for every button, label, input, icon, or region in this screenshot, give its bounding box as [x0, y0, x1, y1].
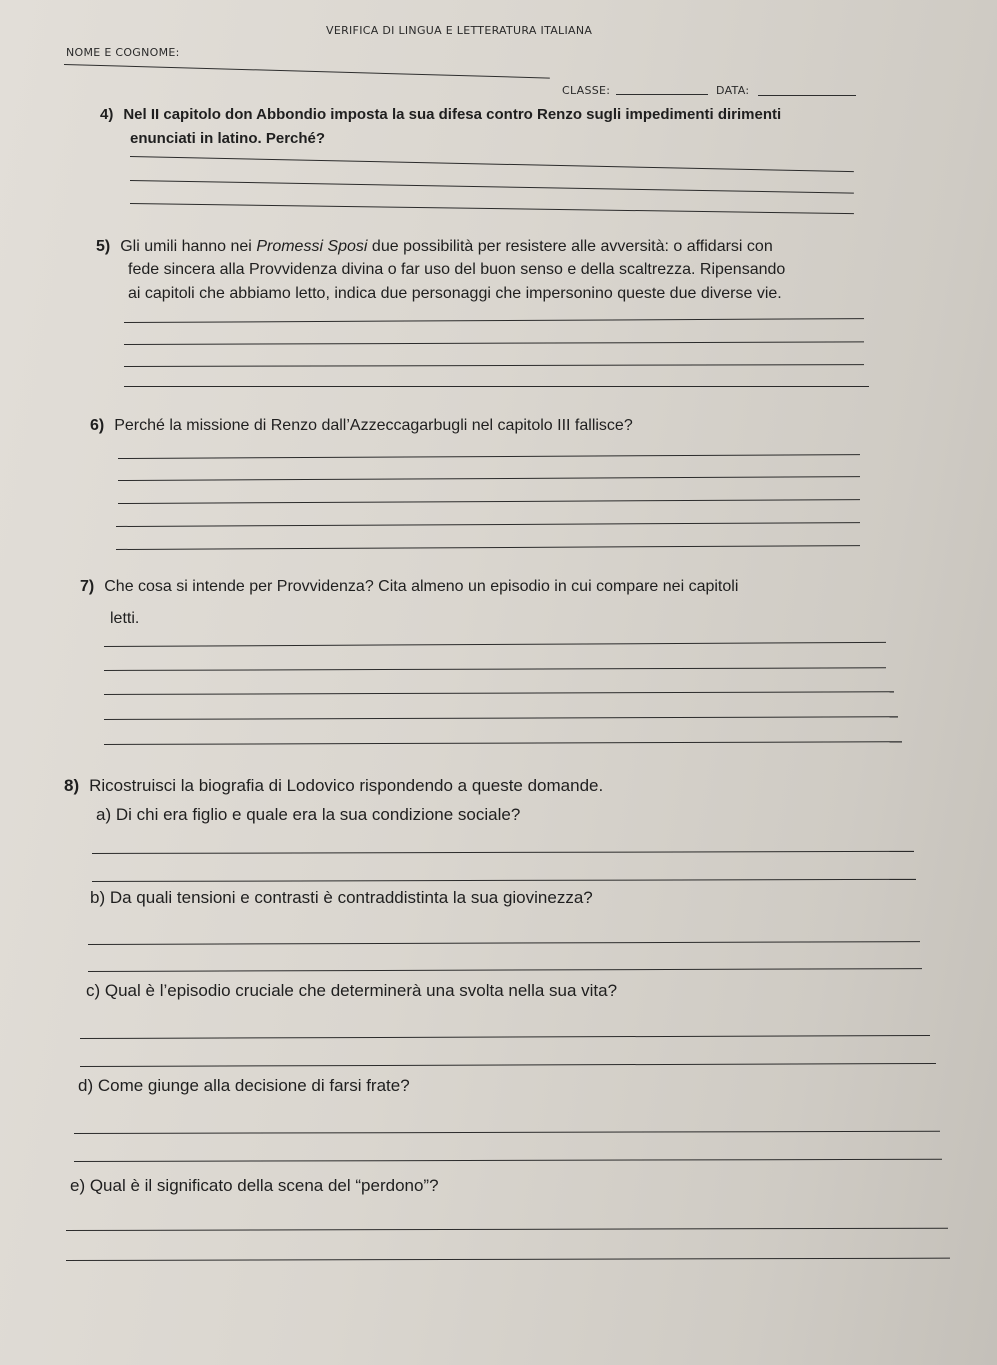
date-field-line[interactable] [758, 95, 856, 96]
question-text: Perché la missione di Renzo dall’Azzeccagarbugli nel capitolo III fallisce? [114, 417, 633, 434]
sub-question-d: d) Come giunge alla decisione di farsi frate? [78, 1076, 410, 1095]
sub-question-c: c) Qual è l’episodio cruciale che determinerà una svolta nella sua vita? [86, 981, 618, 1000]
answer-line[interactable] [66, 1258, 950, 1261]
question-text: Ricostruisci la biografia di Lodovico rispondendo a queste domande. [89, 776, 604, 795]
answer-line[interactable] [104, 642, 886, 647]
question-number: 5) [96, 238, 111, 255]
question-number: 7) [80, 578, 95, 595]
question-5-line3: ai capitoli che abbiamo letto, indica due personaggi che impersonino queste due diverse vie. [128, 285, 782, 302]
answer-line[interactable] [130, 156, 854, 172]
answer-line[interactable] [104, 716, 898, 720]
question-text: Che cosa si intende per Provvidenza? Cita almeno un episodio in cui compare nei capitoli [104, 578, 739, 595]
question-text: due possibilità per resistere alle avversità: o affidarsi con [371, 238, 773, 255]
date-label: DATA: [716, 84, 750, 97]
book-title: Promessi Sposi [256, 238, 368, 255]
answer-line[interactable] [66, 1228, 948, 1231]
answer-line[interactable] [74, 1131, 940, 1134]
answer-line[interactable] [124, 386, 869, 387]
answer-line[interactable] [74, 1159, 942, 1162]
answer-line[interactable] [104, 741, 902, 745]
answer-line[interactable] [124, 318, 864, 323]
worksheet-title: VERIFICA DI LINGUA E LETTERATURA ITALIANA [326, 24, 593, 37]
sub-question-b: b) Da quali tensioni e contrasti è contraddistinta la sua giovinezza? [90, 888, 593, 907]
question-4 [100, 103, 781, 126]
class-field-line[interactable] [616, 94, 708, 95]
question-text: Gli umili hanno nei [120, 238, 252, 255]
question-number: 6) [90, 417, 105, 434]
answer-line[interactable] [130, 203, 854, 214]
answer-line[interactable] [104, 667, 886, 671]
answer-line[interactable] [92, 851, 914, 854]
question-6 [90, 414, 633, 437]
question-4-line2: enunciati in latino. Perché? [130, 130, 326, 147]
question-text: Nel II capitolo don Abbondio imposta la sua difesa contro Renzo sugli impedimenti dirimenti [123, 106, 782, 123]
answer-line[interactable] [118, 454, 860, 459]
question-8 [64, 774, 603, 797]
answer-line[interactable] [118, 476, 860, 481]
answer-line[interactable] [88, 941, 920, 945]
question-number: 4) [100, 106, 114, 123]
answer-line[interactable] [130, 180, 854, 194]
question-5-line2: fede sincera alla Provvidenza divina o far uso del buon senso e della scaltrezza. Ripensando [128, 261, 786, 278]
answer-line[interactable] [124, 364, 864, 367]
class-label: CLASSE: [562, 84, 611, 97]
name-label: NOME E COGNOME: [66, 46, 180, 59]
name-field-line[interactable] [64, 64, 550, 79]
answer-line[interactable] [104, 691, 894, 695]
answer-line[interactable] [80, 1035, 930, 1039]
answer-line[interactable] [116, 522, 860, 527]
question-7-line2: letti. [110, 610, 140, 627]
answer-line[interactable] [116, 545, 860, 550]
question-5 [96, 235, 773, 258]
answer-line[interactable] [88, 968, 922, 972]
sub-question-a: a) Di chi era figlio e quale era la sua condizione sociale? [96, 805, 521, 824]
answer-line[interactable] [80, 1063, 936, 1067]
answer-line[interactable] [124, 341, 864, 345]
answer-line[interactable] [118, 499, 860, 504]
answer-line[interactable] [92, 879, 916, 882]
question-7 [80, 575, 738, 598]
question-number: 8) [64, 776, 80, 795]
sub-question-e: e) Qual è il significato della scena del “perdono”? [70, 1176, 439, 1195]
